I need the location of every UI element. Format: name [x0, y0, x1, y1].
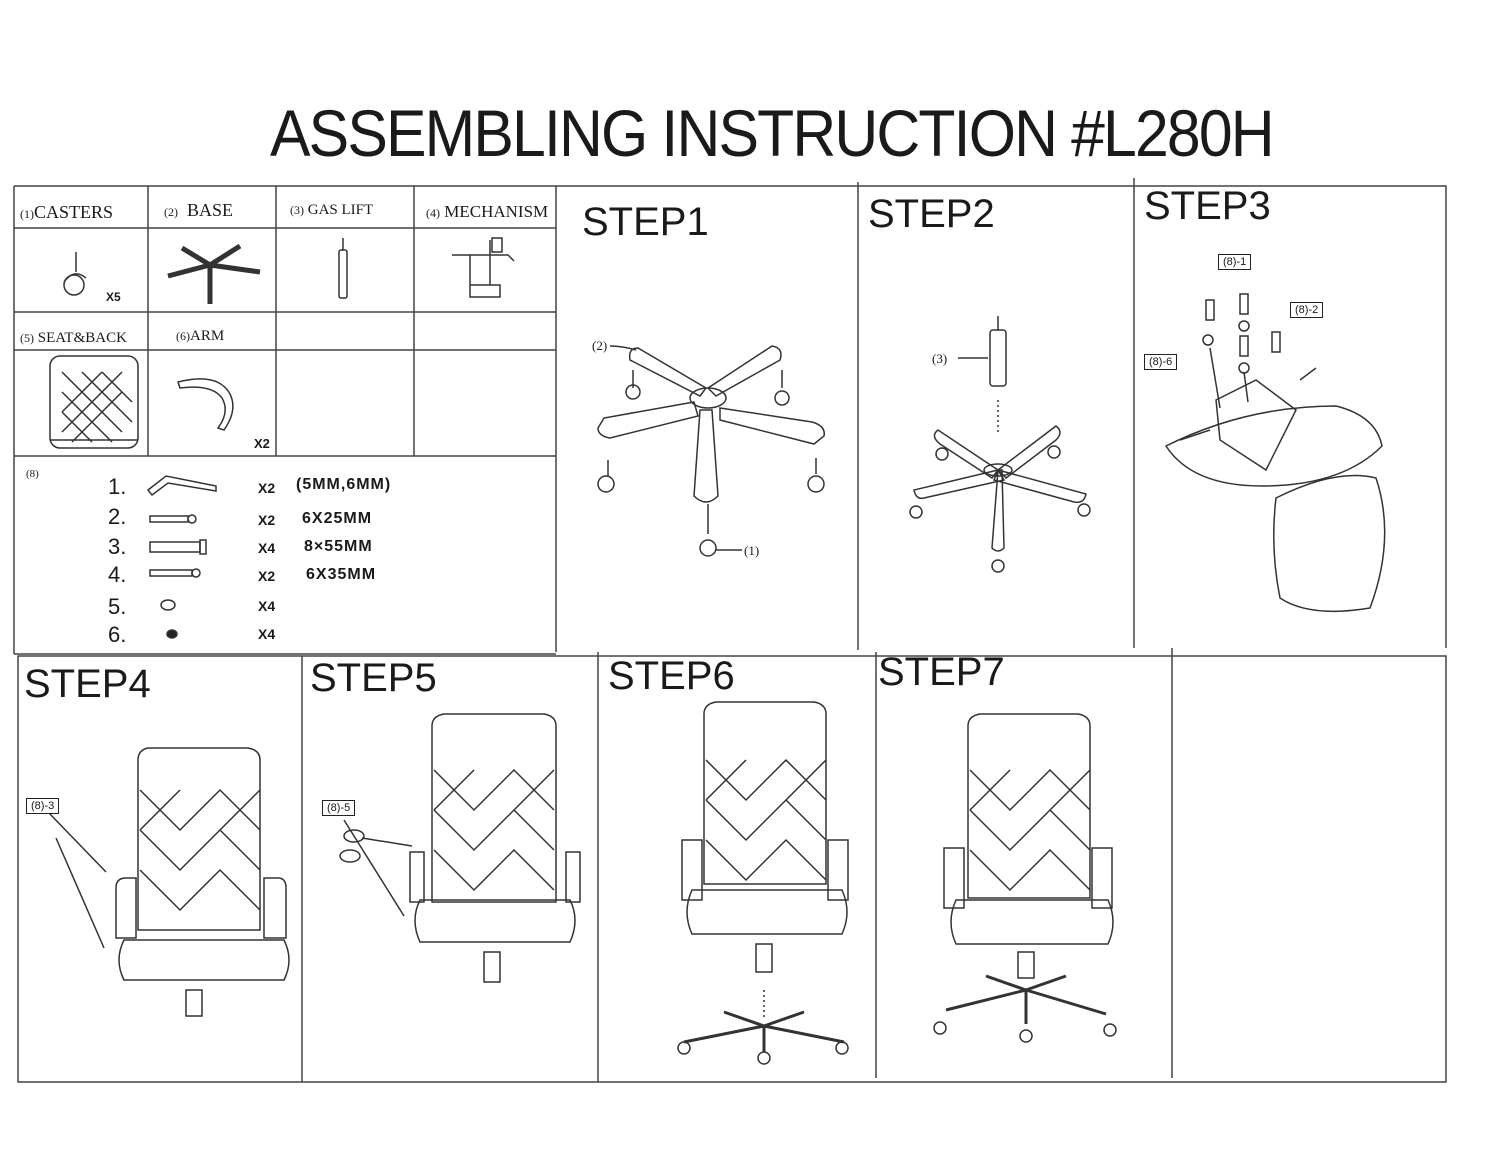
- step1-base-drawing: [598, 346, 824, 556]
- callout-base: (2): [592, 338, 608, 353]
- seat-back-icon: [50, 356, 138, 448]
- hardware-icons: [148, 476, 216, 638]
- hw-qty-2: X2: [258, 512, 276, 528]
- hw-num-1: 1.: [108, 474, 127, 499]
- hardware-label: (8): [26, 468, 39, 480]
- step3-drawing: [1166, 294, 1385, 611]
- callout-step4: (8)-3: [26, 798, 59, 814]
- arm-qty: X2: [254, 436, 270, 451]
- step5-chair: [340, 714, 580, 982]
- hw-spec-1: (5MM,6MM): [296, 476, 392, 493]
- part-label-arm: (6)ARM: [176, 328, 225, 344]
- callout-step3-a: (8)-1: [1218, 254, 1251, 270]
- hw-spec-2: 6X25MM: [302, 510, 373, 527]
- step2-heading: STEP2: [868, 192, 995, 236]
- hw-num-2: 2.: [108, 504, 127, 529]
- step4-heading: STEP4: [24, 662, 151, 706]
- hw-qty-3: X4: [258, 540, 276, 556]
- hw-spec-4: 6X35MM: [306, 566, 377, 583]
- step6-chair: [678, 702, 848, 1064]
- callout-step3-c: (8)-6: [1144, 354, 1177, 370]
- hw-spec-3: 8×55MM: [304, 538, 373, 555]
- step6-heading: STEP6: [608, 654, 735, 698]
- casters-qty: X5: [106, 290, 121, 304]
- hw-qty-1: X2: [258, 480, 276, 496]
- callout-gas-lift: (3): [932, 351, 948, 366]
- step3-heading: STEP3: [1144, 184, 1271, 228]
- arm-icon: [178, 379, 233, 430]
- hw-num-5: 5.: [108, 594, 127, 619]
- hw-qty-5: X4: [258, 598, 276, 614]
- caster-icon: [64, 252, 86, 295]
- callout-step3-b: (8)-2: [1290, 302, 1323, 318]
- part-label-gas-lift: (3) GAS LIFT: [290, 202, 374, 218]
- hw-qty-4: X2: [258, 568, 276, 584]
- part-label-base: (2) BASE: [164, 200, 234, 220]
- hw-num-3: 3.: [108, 534, 127, 559]
- step7-heading: STEP7: [878, 650, 1005, 694]
- part-label-mechanism: (4) MECHANISM: [426, 202, 549, 221]
- step4-chair: [48, 748, 289, 1016]
- page-title: ASSEMBLING INSTRUCTION #L280H: [270, 96, 1273, 170]
- step1-heading: STEP1: [582, 200, 709, 244]
- hw-num-6: 6.: [108, 622, 127, 647]
- step5-heading: STEP5: [310, 656, 437, 700]
- step7-chair: [934, 714, 1116, 1042]
- hw-qty-6: X4: [258, 626, 276, 642]
- part-label-seat-back: (5) SEAT&BACK: [20, 330, 127, 346]
- callout-caster: (1): [744, 543, 760, 558]
- base-icon: [168, 246, 260, 304]
- mechanism-icon: [452, 238, 514, 297]
- part-label-casters: (1)CASTERS: [20, 202, 114, 222]
- callout-step5: (8)-5: [322, 800, 355, 816]
- hw-num-4: 4.: [108, 562, 127, 587]
- gas-lift-icon: [339, 238, 347, 298]
